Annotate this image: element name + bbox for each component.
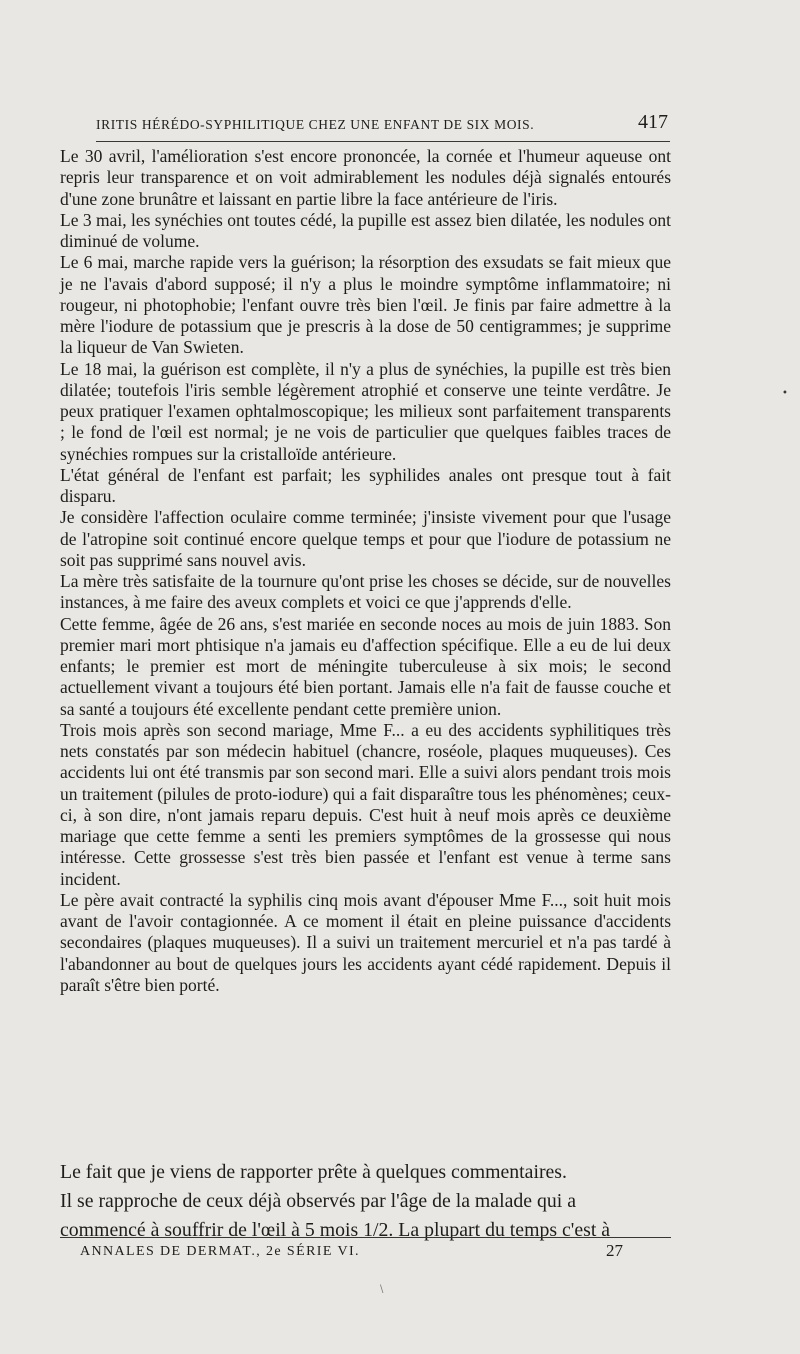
commentary-text bbox=[60, 1158, 671, 1245]
margin-mark: • bbox=[782, 388, 788, 399]
paragraph-affection-terminated: Je considère l'affection oculaire comme terminée; j'insiste vivement pour que l'usage de l'atropine soit continué encore quelque temps et pour que l'iodure de potassium ne soit pas supprimé sans nouvel avis. bbox=[60, 507, 671, 570]
footer-sheet-number: 27 bbox=[606, 1241, 623, 1260]
footer-journal: ANNALES DE DERMAT., 2e SÉRIE VI. bbox=[80, 1244, 360, 1259]
running-header bbox=[96, 113, 670, 142]
paragraph-mother-confession: La mère très satisfaite de la tournure qu'ont prise les choses se décide, sur de nouvelles instances, à me faire des aveux complets et voici ce que j'apprends d'elle. bbox=[60, 571, 671, 613]
running-header-title: IRITIS HÉRÉDO-SYPHILITIQUE CHEZ UNE ENFANT DE SIX MOIS. bbox=[96, 117, 535, 132]
paragraph-may-6: Le 6 mai, marche rapide vers la guérison; la résorption des exsudats se fait mieux que je ne l'avais d'abord supposé; il n'y a plus le moindre symptôme inflammatoire; ni rougeur, ni photophobie; l'enfant ouvre très bien l'œil. Je finis par faire admettre à la mère l'iodure de potassium que je prescris à la dose de 50 centigrammes; je supprime la liqueur de Van Swieten. bbox=[60, 252, 671, 358]
paragraph-general-state: L'état général de l'enfant est parfait; les syphilides anales ont presque tout à fait disparu. bbox=[60, 464, 671, 506]
paragraph-may-3: Le 3 mai, les synéchies ont toutes cédé, la pupille est assez bien dilatée, les nodules ont diminué de volume. bbox=[60, 209, 671, 251]
bottom-mark: \ bbox=[380, 1284, 384, 1295]
paragraph-april-30: Le 30 avril, l'amélioration s'est encore prononcée, la cornée et l'humeur aqueuse ont repris leur transparence et on voit admirablement les nodules déjà signalés entourés d'une zone brunâtre et laissant en partie libre la face antérieure de l'iris. bbox=[60, 146, 671, 209]
paragraph-second-marriage: Trois mois après son second mariage, Mme F... a eu des accidents syphilitiques très nets constatés par son médecin habituel (chancre, roséole, plaques muqueuses). Ces accidents lui ont été transmis par son second mari. Elle a suivi alors pendant trois mois un traitement (pilules de proto-iodure) qui a fait disparaître tous les phénomènes; ceux-ci, à son dire, n'ont jamais reparu depuis. C'est huit à neuf mois après ce deuxième mariage que cette femme a senti les premiers symptômes de la grossesse qui nous intéresse. Cette grossesse s'est très bien passée et l'enfant est venue à terme sans incident. bbox=[60, 719, 671, 889]
paragraph-mother-history: Cette femme, âgée de 26 ans, s'est mariée en seconde noces au mois de juin 1883. Son premier mari mort phtisique n'a jamais eu d'affection spécifique. Elle a eu de lui deux enfants; le premier est mort de méningite tuberculeuse à six mois; le second actuellement vivant a toujours été bien portant. Jamais elle n'a fait de fausse couche et sa santé a toujours été excellente pendant cette première union. bbox=[60, 613, 671, 719]
paragraph-father-history: Le père avait contracté la syphilis cinq mois avant d'épouser Mme F..., soit huit mois avant de l'avoir contagionnée. A ce moment il était en pleine puissance d'accidents secondaires (plaques muqueuses). Il a suivi un traitement mercuriel et n'a pas tardé à l'abandonner au bout de quelques jours les accidents ayant cédé rapidement. Depuis il paraît s'être bien porté. bbox=[60, 889, 671, 995]
commentary-line-2: Il se rapproche de ceux déjà observés par l'âge de la malade qui a bbox=[60, 1190, 576, 1212]
body-text bbox=[60, 146, 671, 996]
commentary-line-3: commencé à souffrir de l'œil à 5 mois 1/2. La plupart du temps c'est à bbox=[60, 1219, 611, 1241]
commentary-line-1: Le fait que je viens de rapporter prête à quelques commentaires. bbox=[60, 1161, 567, 1183]
footer-rule bbox=[60, 1237, 671, 1238]
page-number: 417 bbox=[638, 111, 668, 133]
paragraph-may-18: Le 18 mai, la guérison est complète, il n'y a plus de synéchies, la pupille est très bien dilatée; toutefois l'iris semble légèrement atrophié et conserve une teinte verdâtre. Je peux pratiquer l'examen ophtalmoscopique; les milieux sont parfaitement transparents ; le fond de l'œil est normal; je ne vois de particulier que quelques faibles traces de synéchies rompues sur la cristalloïde antérieure. bbox=[60, 358, 671, 464]
